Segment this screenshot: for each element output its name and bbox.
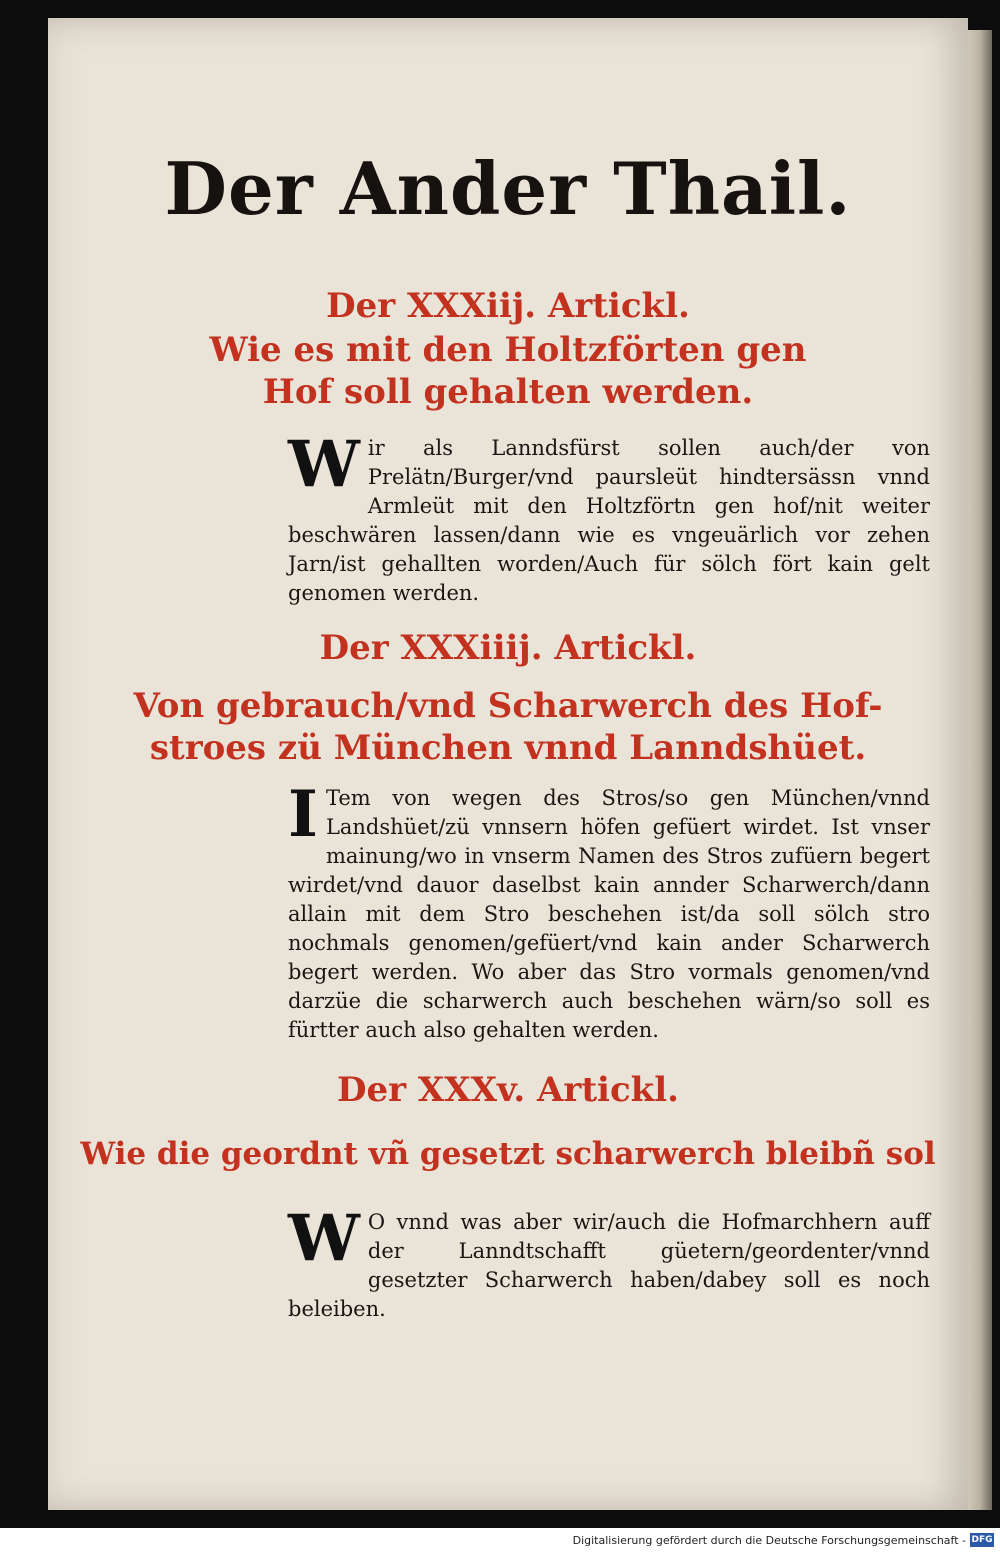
article-34-body <box>288 777 930 1045</box>
article-33-title-line-1: Wie es mit den Holtzförten gen <box>209 330 807 370</box>
article-34-title-line-1: Von gebrauch/vnd Scharwerch des Hof- <box>133 686 883 726</box>
dfg-logo-icon[interactable]: DFG <box>971 1535 993 1545</box>
article-35-body <box>288 1201 930 1324</box>
article-34-number: Der XXXiiij. Artickl. <box>319 628 697 668</box>
article-35-text: O vnnd was aber wir/auch die Hofmarchhern auff der Lanndtschafft güetern/geordenter/vnnd gesetzter Scharwerch haben/dabey soll es noch beleiben. <box>288 1210 930 1321</box>
article-33-body <box>288 427 930 608</box>
article-34-title-line-2: stroes zü München vnnd Lanndshüet. <box>149 728 867 768</box>
article-35-number: Der XXXv. Artickl. <box>337 1070 679 1110</box>
book-page <box>48 18 968 1510</box>
footer-bar <box>0 1528 1000 1553</box>
dropcap: W <box>288 427 360 502</box>
running-title: Der Ander Thail. <box>164 146 852 231</box>
article-33-title-line-2: Hof soll gehalten werden. <box>262 372 754 412</box>
dropcap: I <box>288 777 318 852</box>
funding-notice: Digitalisierung gefördert durch die Deutsche Forschungsgemeinschaft - <box>572 1534 966 1547</box>
article-35-title-line-1: Wie die geordnt vñ gesetzt scharwerch bleibñ sol <box>80 1136 936 1172</box>
page-content <box>48 18 968 1510</box>
article-33-text: ir als Lanndsfürst sollen auch/der von Prelätn/Burger/vnd paursleüt hindtersässn vnnd Armleüt mit den Holtzförtn gen hof/nit weiter beschwären lassen/dann wie es vngeuärlich vor zehen Jarn/ist gehallten worden/Auch für sölch fört kain gelt genomen werden. <box>288 436 930 605</box>
article-33-number: Der XXXiij. Artickl. <box>326 286 690 326</box>
dropcap: W <box>288 1201 360 1276</box>
article-34-text: Tem von wegen des Stros/so gen München/vnnd Landshüet/zü vnnsern höfen gefüert wirdet. Ist vnser mainung/wo in vnserm Namen des Stros zufüern begert wirdet/vnd dauor daselbst kain annder Scharwerch/dann allain mit dem Stro beschehen ist/da soll sölch stro nochmals genomen/gefüert/vnd kain ander Scharwerch begert werden. Wo aber das Stro vormals genomen/vnd darzüe die scharwerch auch beschehen wärn/so soll es fürtter auch also gehalten werden. <box>288 786 930 1042</box>
